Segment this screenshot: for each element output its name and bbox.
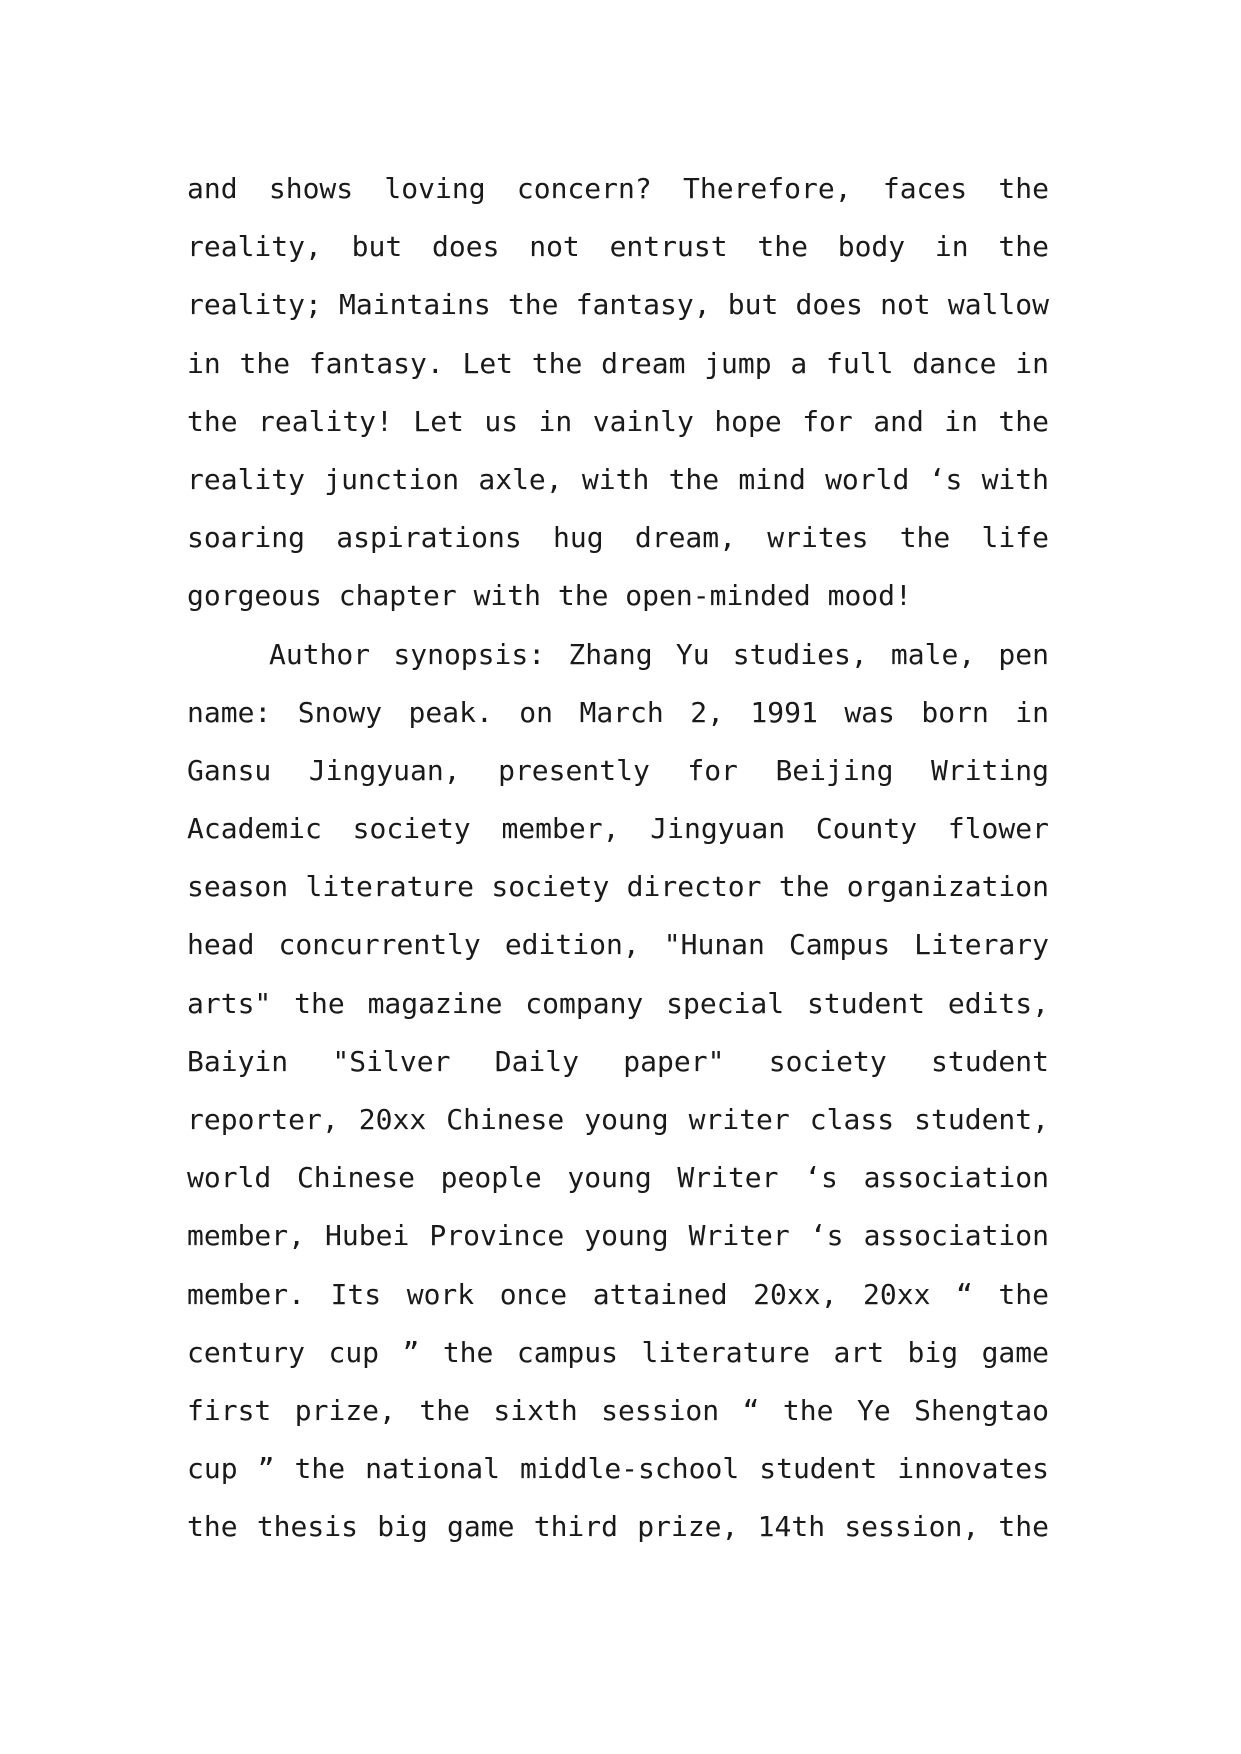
text-line-last: gorgeous chapter with the open-minded mood!: [187, 579, 912, 613]
text-line: Academic society member, Jingyuan County flower: [187, 812, 1049, 846]
paragraph-2-author-synopsis: [187, 626, 1049, 1557]
text-line: the reality! Let us in vainly hope for and in the: [187, 404, 1049, 438]
text-line: world Chinese people young Writer ‘s association: [187, 1161, 1049, 1195]
text-line: member, Hubei Province young Writer ‘s association: [187, 1219, 1049, 1253]
text-line: first prize, the sixth session “ the Ye Shengtao: [187, 1393, 1049, 1427]
text-line-indented: Author synopsis: Zhang Yu studies, male, pen: [269, 637, 1049, 671]
text-line: reality; Maintains the fantasy, but does not wallow: [187, 288, 1049, 322]
text-line: name: Snowy peak. on March 2, 1991 was born in: [187, 695, 1049, 729]
paragraph-1: [187, 160, 1049, 626]
text-line: reality junction axle, with the mind world ‘s with: [187, 462, 1049, 496]
text-line: season literature society director the organization: [187, 870, 1049, 904]
text-line: member. Its work once attained 20xx, 20xx “ the: [187, 1277, 1049, 1311]
text-line: Baiyin "Silver Daily paper" society student: [187, 1044, 1049, 1078]
text-line: cup ” the national middle-school student innovates: [187, 1452, 1049, 1486]
text-line: arts" the magazine company special student edits,: [187, 986, 1049, 1020]
text-line: the thesis big game third prize, 14th session, the: [187, 1510, 1049, 1544]
text-line: in the fantasy. Let the dream jump a full dance in: [187, 346, 1049, 380]
text-line: reporter, 20xx Chinese young writer class student,: [187, 1103, 1049, 1136]
text-line: head concurrently edition, "Hunan Campus Literary: [187, 928, 1049, 962]
text-line: soaring aspirations hug dream, writes the life: [187, 521, 1049, 555]
text-line: Gansu Jingyuan, presently for Beijing Writing: [187, 753, 1049, 787]
text-line: reality, but does not entrust the body in the: [187, 230, 1049, 264]
body-text: [187, 160, 1049, 1557]
text-line: and shows loving concern? Therefore, faces the: [187, 172, 1049, 205]
text-line: century cup ” the campus literature art big game: [187, 1335, 1049, 1369]
